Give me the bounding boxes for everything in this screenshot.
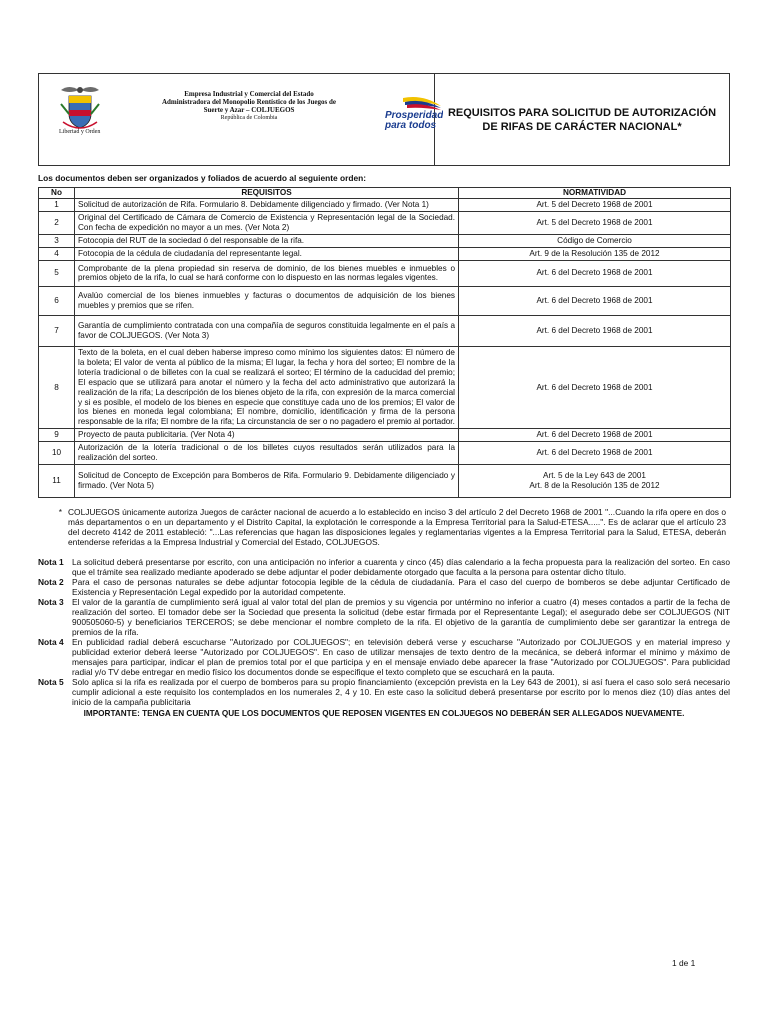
row-requirement: Texto de la boleta, en el cual deben haberse impreso como mínimo los siguientes datos: El número de la boleta; El valor de venta al público de la misma; El lugar, la fecha y hora del sorteo; El nombre de la lotería tradicional o de billetes con la cual se realizará el sorteo; El término de la caducidad del premio; El espacio que se utilizará para anotar el número y la fecha del acto administrativo que autorizará la realización de la rifa; La descripción de los bienes objeto de la rifa, con expresión de la marca comercial y si es posible, el modelo de los bienes en especie que constituye cada uno de los premios; El valor de los bienes en moneda legal colombiana; El nombre, domicilio, identificación y firma de la persona responsable de la rifa; El nombre de la rifa; La circunstancia de ser o no pagadero el premio al portador. — [75, 346, 459, 428]
organization-name — [124, 90, 374, 122]
regulation-line-1: Art. 5 de la Ley 643 de 2001 — [543, 470, 646, 480]
requirements-table — [38, 187, 731, 498]
col-header-requisitos: REQUISITOS — [75, 188, 459, 199]
notes-section — [38, 557, 730, 719]
table-row — [39, 247, 731, 260]
note-text: Solo aplica si la rifa es realizada por el cuerpo de bomberos para su propio financiamiento (excepción prevista en la Ley 643 de 2001), si así fuera el caso solo será necesario cumplir adicional a este requisito los contemplados en los numerales 2, 4 y 10. En este caso la solicitud deberá presentarse por escrito por lo menos diez (10) días antes del inicio de la campaña publicitaria — [72, 676, 730, 707]
row-requirement: Original del Certificado de Cámara de Comercio de Existencia y Representación legal de la Sociedad. Con fecha de expedición no mayor a un mes. (Ver Nota 2) — [75, 211, 459, 234]
table-row — [39, 346, 731, 428]
row-regulation: Art. 5 del Decreto 1968 de 2001 — [459, 199, 731, 212]
prosperidad-logo — [383, 96, 443, 130]
important-notice: IMPORTANTE: TENGA EN CUENTA QUE LOS DOCUMENTOS QUE REPOSEN VIGENTES EN COLJUEGOS NO DEBERÁN SER ALLEGADOS NUEVAMENTE. — [83, 708, 685, 718]
header-logo-block — [39, 74, 443, 165]
row-regulation: Art. 5 del Decreto 1968 de 2001 — [459, 211, 731, 234]
note-2 — [38, 577, 730, 597]
footnote-mark: * — [58, 506, 62, 517]
row-requirement: Avalúo comercial de los bienes inmuebles y facturas o documentos de adquisición de los bienes muebles y premios que se rifen. — [75, 287, 459, 316]
row-requirement: Solicitud de autorización de Rifa. Formulario 8. Debidamente diligenciado y firmado. (Ver Nota 1) — [75, 199, 459, 212]
row-regulation: Art. 6 del Decreto 1968 de 2001 — [459, 316, 731, 347]
table-row — [39, 287, 731, 316]
document-header — [38, 73, 730, 166]
table-row — [39, 464, 731, 497]
footnote-text: COLJUEGOS únicamente autoriza Juegos de carácter nacional de acuerdo a lo establecido en inciso 3 del artículo 2 del Decreto 1968 de 2001 "...Cuando la rifa opere en dos o más departamentos o en un departamento y el Distrito Capital, la explotación le corresponde a la Empresa Territorial para la Salud-ETESA.....". Es de aclarar que el artículo 23 del decreto 4142 de 2011 estableció: "...Las referencias que hagan las disposiciones legales y reglamentarias vigentes a la Empresa Territorial para la Salud, ETESA, deberán entenderse referidas a la Empresa Industrial y Comercial del Estado, COLJUEGOS. — [68, 506, 726, 547]
row-regulation: Art. 6 del Decreto 1968 de 2001 — [459, 287, 731, 316]
table-header-row — [39, 188, 731, 199]
row-requirement: Solicitud de Concepto de Excepción para Bomberos de Rifa. Formulario 9. Debidamente diligenciado y firmado. (Ver Nota 5) — [75, 464, 459, 497]
row-number: 11 — [39, 464, 75, 497]
document-title: REQUISITOS PARA SOLICITUD DE AUTORIZACIÓN DE RIFAS DE CARÁCTER NACIONAL* — [447, 106, 717, 133]
note-text: La solicitud deberá presentarse por escrito, con una anticipación no inferior a cuarenta y cinco (45) días calendario a la fecha propuesta para la realización del sorteo. En caso que el trámite sea realizado mediante apoderado se debe adjuntar el poder debidamente otorgado que faculta a la persona para ostentar dicho título. — [72, 556, 730, 577]
row-number: 9 — [39, 429, 75, 442]
note-label: Nota 4 — [38, 636, 64, 647]
row-regulation: Art. 6 del Decreto 1968 de 2001 — [459, 442, 731, 465]
note-5 — [38, 677, 730, 707]
table-row — [39, 260, 731, 287]
row-number: 4 — [39, 247, 75, 260]
row-requirement: Fotocopia de la cédula de ciudadanía del representante legal. — [75, 247, 459, 260]
org-line-1: Empresa Industrial y Comercial del Estado — [184, 90, 314, 98]
row-number: 3 — [39, 234, 75, 247]
note-text: El valor de la garantía de cumplimiento será igual al valor total del plan de premios y su vigencia por untérmino no inferior a cuatro (4) meses contados a partir de la fecha de realización del sorteo. El tomador debe ser la Sociedad que presenta la solicitud (debe estar firmada por el Representante Legal); el asegurado debe ser COLJUEGOS (NIT 900505060-5) y beneficiarios TERCEROS; se debe mencionar el nombre completo de la rifa. El objetivo de la garantía de cumplimiento debe ser garantizar la entrega de premios de la rifa. — [72, 596, 730, 637]
republic-label: República de Colombia — [220, 115, 278, 121]
note-label: Nota 2 — [38, 576, 64, 587]
row-requirement: Fotocopia del RUT de la sociedad ó del responsable de la rifa. — [75, 234, 459, 247]
row-regulation: Código de Comercio — [459, 234, 731, 247]
col-header-no: No — [39, 188, 75, 199]
org-line-3: Suerte y Azar – COLJUEGOS — [203, 106, 295, 114]
row-number: 6 — [39, 287, 75, 316]
regulation-line-2: Art. 8 de la Resolución 135 de 2012 — [529, 480, 660, 490]
note-label: Nota 1 — [38, 556, 64, 567]
table-row — [39, 429, 731, 442]
row-requirement: Proyecto de pauta publicitaria. (Ver Nota 4) — [75, 429, 459, 442]
table-row — [39, 316, 731, 347]
row-requirement: Comprobante de la plena propiedad sin reserva de dominio, de los bienes muebles e inmuebles o premios objeto de la rifa, lo cual se hará conforme con lo dispuesto en las normas legales vigentes. — [75, 260, 459, 287]
row-number: 7 — [39, 316, 75, 347]
document-page — [38, 73, 730, 719]
row-regulation: Art. 9 de la Resolución 135 de 2012 — [459, 247, 731, 260]
note-text: Para el caso de personas naturales se debe adjuntar fotocopia legible de la cédula de ciudadanía. Para el caso del cuerpo de bomberos se debe adjuntar Certificado de Existencia y Representación Legal expedido por la autoridad competente. — [72, 576, 730, 597]
page-number: 1 de 1 — [672, 958, 696, 968]
row-regulation — [459, 464, 731, 497]
col-header-normatividad: NORMATIVIDAD — [459, 188, 731, 199]
row-regulation: Art. 6 del Decreto 1968 de 2001 — [459, 429, 731, 442]
row-number: 10 — [39, 442, 75, 465]
row-regulation: Art. 6 del Decreto 1968 de 2001 — [459, 260, 731, 287]
row-number: 2 — [39, 211, 75, 234]
row-requirement: Autorización de la lotería tradicional o de los billetes cuyos resultados serán utilizados para la realización del sorteo. — [75, 442, 459, 465]
table-row — [39, 199, 731, 212]
note-3 — [38, 597, 730, 637]
intro-text: Los documentos deben ser organizados y foliados de acuerdo al seguiente orden: — [38, 173, 367, 183]
note-label: Nota 3 — [38, 596, 64, 607]
row-regulation: Art. 6 del Decreto 1968 de 2001 — [459, 346, 731, 428]
note-4 — [38, 637, 730, 677]
table-row — [39, 442, 731, 465]
table-row — [39, 234, 731, 247]
footnote — [38, 507, 730, 547]
note-label: Nota 5 — [38, 676, 64, 687]
coat-of-arms-motto: Libertad y Orden — [59, 129, 101, 135]
prosperidad-text-1: Prosperidad — [385, 110, 443, 121]
row-number: 1 — [39, 199, 75, 212]
table-row — [39, 211, 731, 234]
row-number: 8 — [39, 346, 75, 428]
org-line-2: Administradora del Monopolio Rentístico de los Juegos de — [161, 98, 337, 106]
note-1 — [38, 557, 730, 577]
prosperidad-text-2: para todos — [385, 120, 437, 130]
row-requirement: Garantía de cumplimiento contratada con una compañía de seguros constituida legalmente en el país a favor de COLJUEGOS. (Ver Nota 3) — [75, 316, 459, 347]
row-number: 5 — [39, 260, 75, 287]
note-text: En publicidad radial deberá escucharse "Autorizado por COLJUEGOS"; en televisión deberá verse y escucharse "Autorizado por COLJUEGOS y en material impreso y publicidad exterior deberá leerse "Autorizado por COLJUEGOS". En caso de utilizar mensajes de texto dentro de la mecánica, se deberá informar el mínimo y máximo de mensajes para participar, indicar el plan de premios total por el que participa y en el mensaje enviado debe aparecer la frase "Autorizado por COLJUEGOS". Para publicidad radial y/o TV debe entregar en medio físico los documentos donde se especifique el texto completo que se escuchará en la pauta. — [72, 636, 730, 677]
